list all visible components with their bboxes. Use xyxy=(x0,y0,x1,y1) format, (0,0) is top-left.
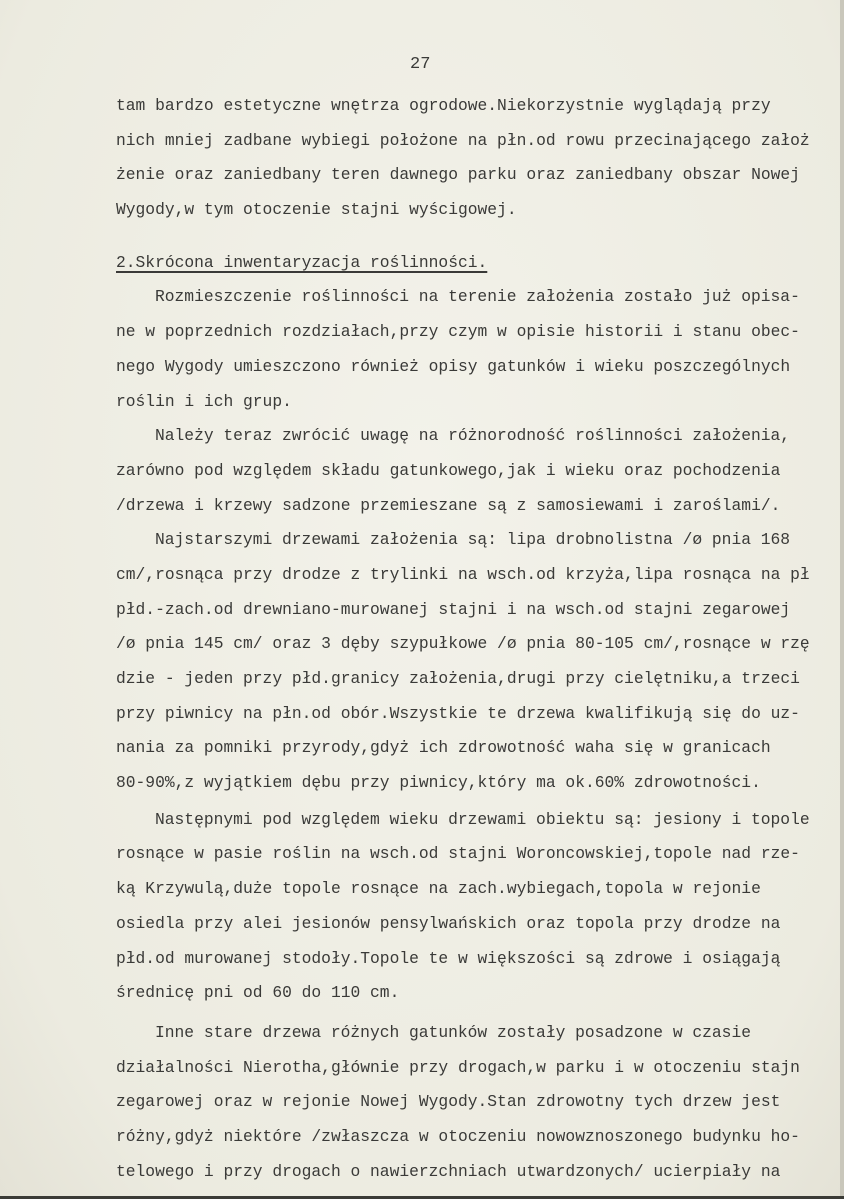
paragraph-line: przy piwnicy na płn.od obór.Wszystkie te drzewa kwalifikują się do uz- xyxy=(116,703,800,723)
section-heading: 2.Skrócona inwentaryzacja roślinności. xyxy=(116,252,488,272)
paragraph-line: telowego i przy drogach o nawierzchniach utwardzonych/ ucierpiały na xyxy=(116,1161,781,1181)
paragraph-line: Najstarszymi drzewami założenia są: lipa drobnolistna /ø pnia 168 xyxy=(155,530,791,550)
paragraph-line: zarówno pod względem składu gatunkowego,jak i wieku oraz pochodzenia xyxy=(116,460,781,480)
paragraph-line: ne w poprzednich rozdziałach,przy czym w opisie historii i stanu obec- xyxy=(116,322,800,342)
paragraph-line: działalności Nierotha,głównie przy drogach,w parku i w otoczeniu stajn xyxy=(116,1057,800,1077)
paragraph-line: nania za pomniki przyrody,gdyż ich zdrowotność waha się w granicach xyxy=(116,738,771,758)
paragraph-line: Następnymi pod względem wieku drzewami obiektu są: jesiony i topole xyxy=(155,809,810,829)
page-number: 27 xyxy=(410,55,431,74)
paragraph-line: żenie oraz zaniedbany teren dawnego parku oraz zaniedbany obszar Nowej xyxy=(116,165,800,185)
paragraph-line: osiedla przy alei jesionów pensylwańskich oraz topola przy drodze na xyxy=(116,913,781,933)
paragraph-line: różny,gdyż niektóre /zwłaszcza w otoczeniu nowowznoszonego budynku ho- xyxy=(116,1126,800,1146)
paragraph-line: tam bardzo estetyczne wnętrza ogrodowe.Niekorzystnie wyglądają przy xyxy=(116,96,771,115)
paragraph-line: /ø pnia 145 cm/ oraz 3 dęby szypułkowe /ø pnia 80-105 cm/,rosnące w rzę xyxy=(116,634,810,654)
paragraph-line: cm/,rosnąca przy drodze z trylinki na wsch.od krzyża,lipa rosnąca na pł xyxy=(116,564,810,584)
paragraph-line: płd.od murowanej stodoły.Topole te w większości są zdrowe i osiągają xyxy=(116,948,781,968)
paragraph-line: płd.-zach.od drewniano-murowanej stajni i na wsch.od stajni zegarowej xyxy=(116,599,791,619)
paragraph-line: /drzewa i krzewy sadzone przemieszane są z samosiewami i zaroślami/. xyxy=(116,495,781,515)
document-body xyxy=(116,89,844,1189)
paragraph-line: rosnące w pasie roślin na wsch.od stajni Woroncowskiej,topole nad rze- xyxy=(116,844,800,864)
paragraph-line: ką Krzywulą,duże topole rosnące na zach.wybiegach,topola w rejonie xyxy=(116,879,761,899)
paragraph-line: roślin i ich grup. xyxy=(116,391,292,411)
paragraph-line: Wygody,w tym otoczenie stajni wyścigowej. xyxy=(116,200,517,220)
paragraph-line: nego Wygody umieszczono również opisy gatunków i wieku poszczególnych xyxy=(116,356,791,376)
paragraph-line: Rozmieszczenie roślinności na terenie założenia zostało już opisa- xyxy=(155,287,800,307)
paragraph-line: nich mniej zadbane wybiegi położone na płn.od rowu przecinającego założ xyxy=(116,130,810,150)
paragraph-line: średnicę pni od 60 do 110 cm. xyxy=(116,983,400,1003)
paragraph-line: Inne stare drzewa różnych gatunków zostały posadzone w czasie xyxy=(155,1022,751,1042)
paragraph-line: 80-90%,z wyjątkiem dębu przy piwnicy,który ma ok.60% zdrowotności. xyxy=(116,773,761,793)
paragraph-line: Należy teraz zwrócić uwagę na różnorodność roślinności założenia, xyxy=(155,426,791,446)
paragraph-line: zegarowej oraz w rejonie Nowej Wygody.Stan zdrowotny tych drzew jest xyxy=(116,1092,781,1112)
page-edge xyxy=(840,0,844,1199)
paragraph-line: dzie - jeden przy płd.granicy założenia,drugi przy cielętniku,a trzeci xyxy=(116,669,800,688)
